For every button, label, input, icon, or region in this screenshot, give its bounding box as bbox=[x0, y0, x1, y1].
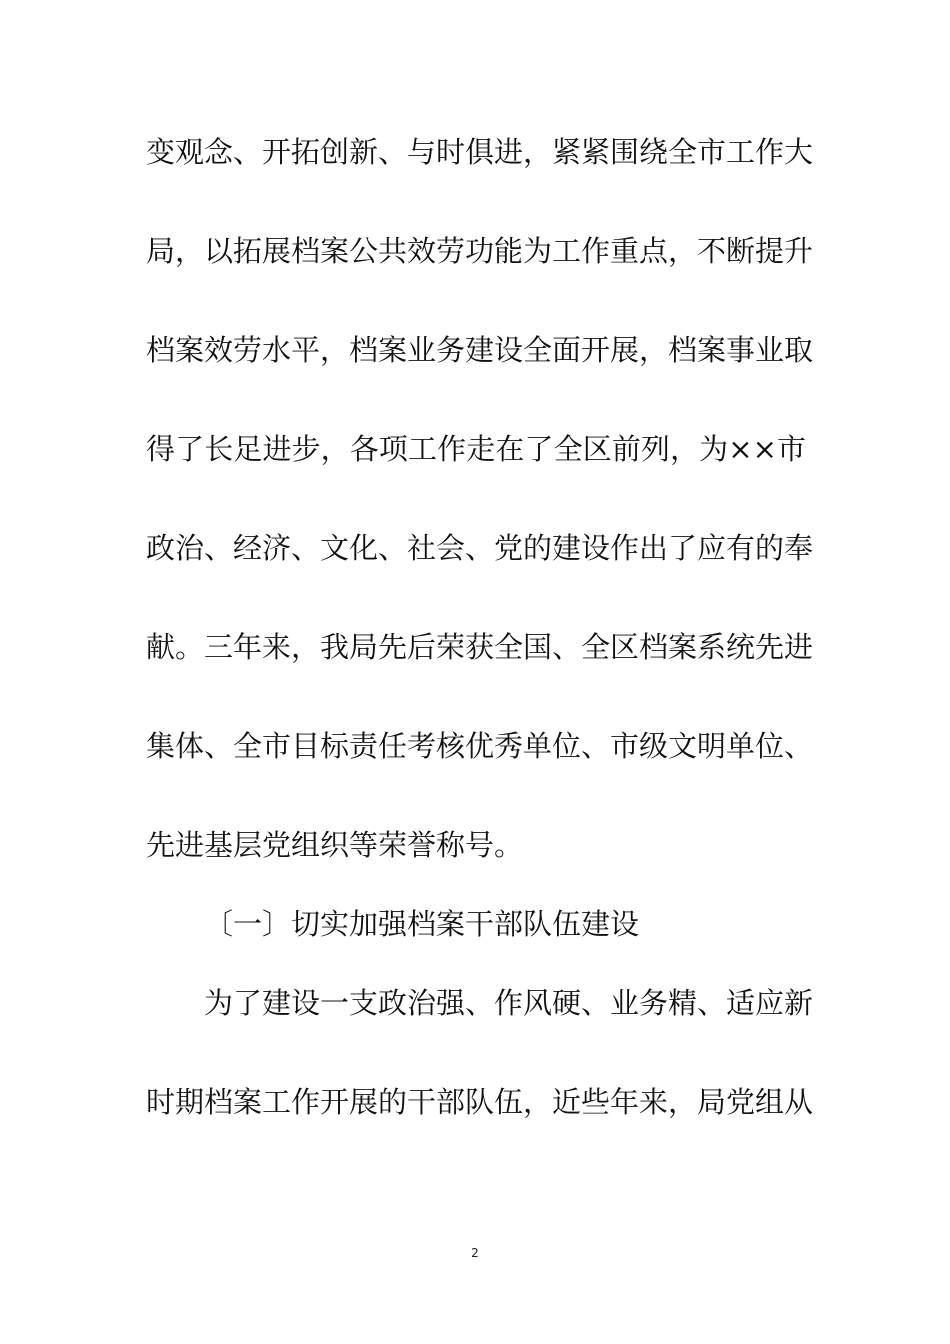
body-text-line: 献。三年来，我局先后荣获全国、全区档案系统先进 bbox=[146, 630, 814, 664]
body-text-line: 变观念、开拓创新、与时俱进，紧紧围绕全市工作大 bbox=[146, 135, 814, 169]
body-text-line: 得了长足进步，各项工作走在了全区前列，为××市 bbox=[146, 432, 806, 466]
body-text-line: 集体、全市目标责任考核优秀单位、市级文明单位、 bbox=[146, 729, 814, 763]
section-heading: 〔一〕切实加强档案干部队伍建设 bbox=[204, 907, 640, 941]
body-text-line: 局，以拓展档案公共效劳功能为工作重点，不断提升 bbox=[146, 234, 814, 268]
body-text-line: 政治、经济、文化、社会、党的建设作出了应有的奉 bbox=[146, 531, 814, 565]
page-number: 2 bbox=[471, 1246, 479, 1260]
paragraph-first-line: 为了建设一支政治强、作风硬、业务精、适应新 bbox=[204, 986, 814, 1020]
body-text-line: 时期档案工作开展的干部队伍，近些年来，局党组从 bbox=[146, 1085, 814, 1119]
body-text-line: 档案效劳水平，档案业务建设全面开展，档案事业取 bbox=[146, 333, 814, 367]
body-text-line: 先进基层党组织等荣誉称号。 bbox=[146, 828, 524, 862]
